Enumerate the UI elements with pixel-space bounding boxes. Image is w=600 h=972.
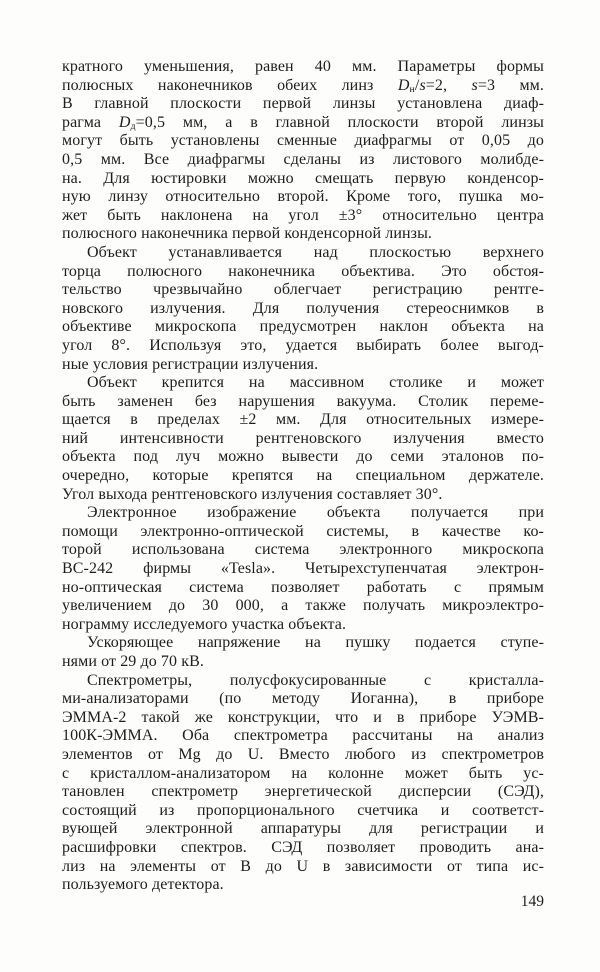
- text-line: ные условия регистрации излучения.: [62, 355, 319, 373]
- text-line: ную линзу относительно второй. Кроме того, пушка мо-: [62, 188, 544, 206]
- text-line: угол 8°. Используя это, удается выбирать более выгод-: [62, 336, 544, 354]
- page-number: 149: [520, 893, 544, 910]
- text-line: жет быть наклонена на угол ±3° относительно центра: [62, 206, 544, 224]
- text-line: 0,5 мм. Все диафрагмы сделаны из листового молибде-: [62, 150, 544, 168]
- text-line: полюсного наконечника первой конденсорной линзы.: [62, 225, 433, 243]
- text-line: 100К-ЭММА. Оба спектрометра рассчитаны на анализ: [62, 727, 544, 745]
- text-line: состоящий из пропорционального счетчика и соответст-: [62, 801, 544, 819]
- text-line: объекта под луч можно вывести до семи эталонов по-: [62, 448, 544, 466]
- text-line: нограмму исследуемого участка объекта.: [62, 615, 347, 633]
- text-line: Спектрометры, полусфокусированные с кристалла-: [87, 671, 544, 689]
- text-line: быть заменен без нарушения вакуума. Столик переме-: [62, 392, 544, 410]
- text-line: щается в пределах ±2 мм. Для относительных измере-: [62, 411, 544, 429]
- text-line: на. Для юстировки можно смещать первую конденсор-: [62, 169, 544, 187]
- paragraph: [62, 672, 544, 895]
- text-line: тановлен спектрометр энергетической дисперсии (СЭД),: [62, 783, 544, 801]
- text-line: новского излучения. Для получения стереоснимков в: [62, 299, 544, 317]
- text-line: ЭММА-2 такой же конструкции, что и в приборе УЭМВ-: [62, 708, 544, 726]
- text-line: ВС-242 фирмы «Tesla». Четырехступенчатая электрон-: [62, 560, 544, 578]
- text-line: Угол выхода рентгеновского излучения составляет 30°.: [62, 485, 443, 503]
- text-line: кратного уменьшения, равен 40 мм. Параметры формы: [62, 58, 544, 75]
- text-line: помощи электронно-оптической системы, в качестве ко-: [62, 522, 544, 540]
- paragraph: [62, 504, 544, 634]
- paragraph: [62, 58, 544, 244]
- text-line: нями от 29 до 70 кВ.: [62, 653, 204, 670]
- text-line: В главной плоскости первой линзы установлена диаф-: [62, 95, 544, 113]
- text-line: ми-анализаторами (по методу Иоганна), в приборе: [62, 690, 544, 708]
- text-line: полюсных наконечников обеих линз $D_н/s=2$, s=3 мм.: [62, 76, 545, 95]
- text-line: Объект крепится на массивном столике и может: [87, 374, 544, 392]
- text-line: лиз на элементы от B до U в зависимости от типа ис-: [62, 857, 544, 875]
- text-line: расшифровки спектров. СЭД позволяет проводить ана-: [62, 838, 544, 856]
- text-block: [62, 58, 544, 895]
- text-line: пользуемого детектора.: [62, 876, 224, 894]
- text-line: тельство чрезвычайно облегчает регистрацию рентге-: [62, 281, 544, 299]
- paragraph: [62, 634, 544, 671]
- paragraph: [62, 374, 544, 504]
- text-line: Электронное изображение объекта получается при: [87, 504, 544, 522]
- text-line: вующей электронной аппаратуры для регистрации и: [62, 820, 544, 838]
- text-line: с кристаллом-анализатором на колонне может быть ус-: [62, 764, 544, 782]
- text-line: объективе микроскопа предусмотрен наклон объекта на: [62, 318, 544, 336]
- text-line: ний интенсивности рентгеновского излучения вместо: [62, 429, 544, 447]
- text-line: могут быть установлены сменные диафрагмы от 0,05 до: [62, 132, 544, 150]
- text-line: торца полюсного наконечника объектива. Это обстоя-: [62, 262, 544, 280]
- text-line: Объект устанавливается над плоскостью верхнего: [87, 243, 544, 261]
- text-line: но-оптическая система позволяет работать с прямым: [62, 578, 544, 596]
- text-line: торой использована система электронного микроскопа: [62, 541, 544, 559]
- paragraph: [62, 244, 544, 374]
- text-line: увеличением до 30 000, а также получать микроэлектро-: [62, 597, 544, 615]
- text-line: очередно, которые крепятся на специальном держателе.: [62, 467, 544, 485]
- text-line: элементов от Mg до U. Вместо любого из спектрометров: [62, 745, 544, 763]
- text-line: рагма $D_д=0,5$ мм, а в главной плоскости второй линзы: [62, 113, 544, 132]
- text-line: Ускоряющее напряжение на пушку подается ступе-: [87, 634, 544, 652]
